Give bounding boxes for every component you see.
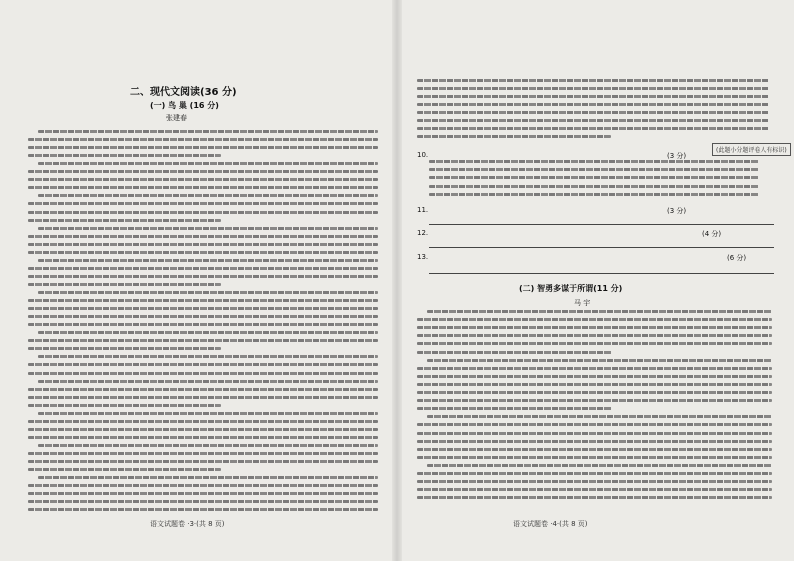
question-number: 13. [417,253,429,261]
text-line [28,219,221,222]
text-line [28,267,378,270]
text-line [38,194,378,197]
text-line [28,275,378,278]
passage-author: 张建春 [166,114,187,122]
question-points: (6 分) [727,254,747,262]
text-line [28,283,221,286]
passage-title: (二) 智勇多谋于所谓(11 分) [519,284,623,293]
text-line [28,388,378,391]
question-points: (3 分) [667,152,687,160]
text-line [28,492,378,495]
text-line [28,178,378,181]
question-points: (4 分) [702,230,722,238]
text-line [429,176,759,179]
answer-line [429,224,774,225]
text-line [28,307,378,310]
text-line [417,367,772,370]
passage-title: (一) 鸟 巢 (16 分) [150,101,219,110]
text-line [417,79,769,82]
text-line [28,186,378,189]
text-line [427,359,772,362]
page-footer: 语文试题卷 ·3·(共 8 页) [150,520,225,528]
text-line [28,452,378,455]
text-line [417,448,772,451]
text-line [28,404,221,407]
question-number: 10. [417,151,429,159]
text-line [417,423,772,426]
text-line [28,396,378,399]
text-line [417,119,769,122]
text-line [417,351,612,354]
text-line [28,372,378,375]
text-line [38,291,378,294]
text-line [28,323,378,326]
text-line [28,170,378,173]
text-line [417,135,611,138]
text-line [417,95,769,98]
text-line [429,160,759,163]
answer-line [429,247,774,248]
question-number: 11. [417,206,429,214]
text-line [28,154,221,157]
text-line [28,484,378,487]
text-line [427,464,772,467]
text-line [429,193,759,196]
text-line [28,500,378,503]
text-line [38,476,378,479]
text-line [427,310,772,313]
text-line [417,87,769,90]
page-footer: 语文试题卷 ·4·(共 8 页) [513,520,588,528]
text-line [28,235,378,238]
text-line [417,383,772,386]
text-line [28,211,378,214]
text-line [38,380,378,383]
text-line [28,339,378,342]
text-line [28,315,378,318]
text-line [417,103,769,106]
text-line [38,130,378,133]
text-line [417,334,772,337]
text-line [28,428,378,431]
text-line [427,415,772,418]
text-line [28,146,378,149]
text-line [28,251,378,254]
text-line [28,243,378,246]
text-line [417,432,772,435]
answer-line [429,273,774,274]
text-line [28,436,378,439]
text-line [38,355,378,358]
text-line [417,440,772,443]
text-line [38,227,378,230]
text-line [417,342,772,345]
exam-page-right [397,0,794,561]
text-line [28,138,378,141]
text-line [28,202,378,205]
text-line [417,480,772,483]
text-line [38,162,378,165]
text-line [28,508,378,511]
text-line [417,399,772,402]
question-points: (3 分) [667,207,687,215]
text-line [429,185,759,188]
text-line [28,460,378,463]
passage-author: 马 宇 [574,299,591,307]
text-line [417,456,772,459]
text-line [417,127,769,130]
text-line [28,420,378,423]
text-line [417,375,772,378]
section-title: 二、现代文阅读(36 分) [130,87,237,98]
text-line [417,326,772,329]
text-line [417,472,772,475]
text-line [417,496,772,499]
text-line [28,299,378,302]
text-line [28,363,378,366]
text-line [417,111,769,114]
grading-stamp: (此题小分题评卷人有标识) [712,143,791,156]
text-line [38,331,378,334]
text-line [28,468,221,471]
text-line [417,391,772,394]
text-line [38,412,378,415]
text-line [38,444,378,447]
text-line [429,168,759,171]
text-line [417,318,772,321]
text-line [417,488,772,491]
text-line [28,347,221,350]
text-line [417,407,612,410]
question-number: 12. [417,229,429,237]
text-line [38,259,378,262]
